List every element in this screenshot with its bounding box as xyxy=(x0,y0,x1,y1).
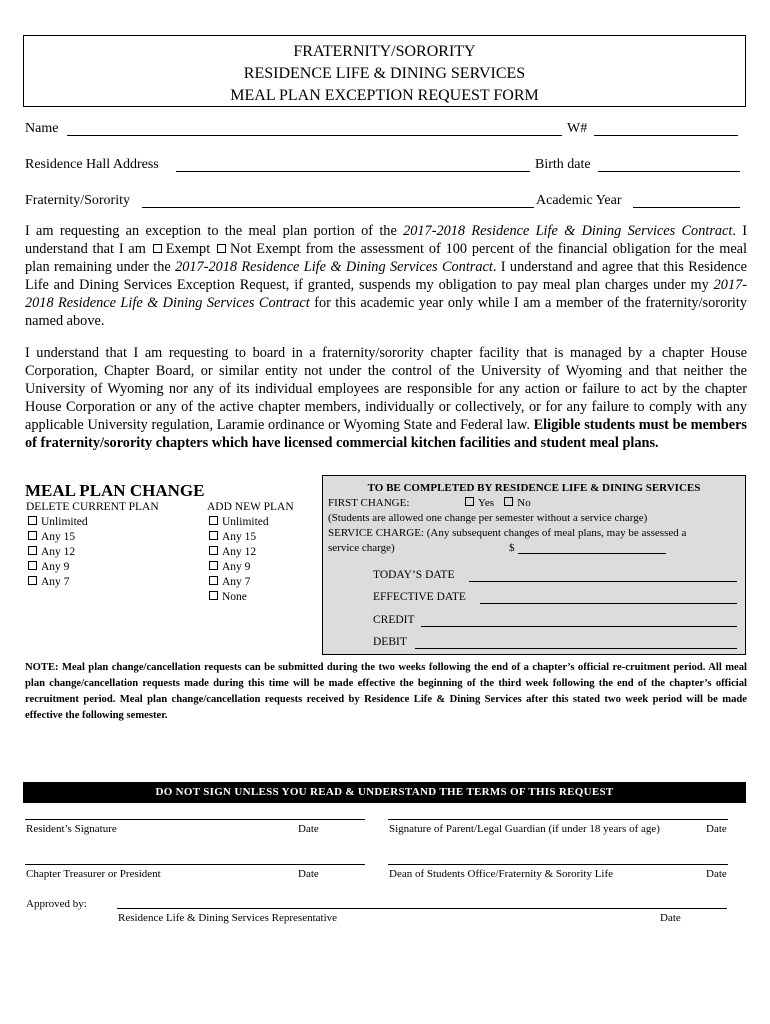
no-label: No xyxy=(517,497,531,509)
checkbox-icon[interactable] xyxy=(209,516,218,525)
title-line-3: MEAL PLAN EXCEPTION REQUEST FORM xyxy=(230,87,539,104)
credit-label: CREDIT xyxy=(373,614,415,626)
effective-date-field[interactable] xyxy=(480,603,737,604)
guardian-signature-label: Signature of Parent/Legal Guardian (if under 18 years of age) xyxy=(389,823,660,835)
academic-year-field[interactable] xyxy=(633,207,740,208)
treasurer-date-label: Date xyxy=(298,868,319,880)
yes-label: Yes xyxy=(478,497,495,509)
title-line-1: FRATERNITY/SORORITY xyxy=(293,43,476,60)
fraternity-field[interactable] xyxy=(142,207,534,208)
birth-date-label: Birth date xyxy=(535,157,591,172)
approval-signature-line[interactable] xyxy=(117,908,727,909)
checkbox-icon[interactable] xyxy=(28,516,37,525)
debit-label: DEBIT xyxy=(373,636,407,648)
checkbox-icon[interactable] xyxy=(28,531,37,540)
guardian-date-label: Date xyxy=(706,823,727,835)
checkbox-icon[interactable] xyxy=(209,591,218,600)
wnum-field[interactable] xyxy=(594,135,738,136)
para1-text-d: for this academic year only while I am a member of the fraternity/sorority named above. xyxy=(25,295,748,329)
service-charge-label-2: service charge) xyxy=(328,542,395,554)
meal-plan-heading: MEAL PLAN CHANGE xyxy=(25,481,205,500)
checkbox-icon[interactable] xyxy=(28,576,37,585)
first-change-options xyxy=(463,496,531,511)
address-label: Residence Hall Address xyxy=(25,157,159,172)
exempt-checkbox[interactable] xyxy=(153,244,162,253)
birth-date-field[interactable] xyxy=(598,171,740,172)
add-option[interactable]: Any 15 xyxy=(207,530,294,545)
approval-date-label: Date xyxy=(660,912,681,924)
checkbox-icon[interactable] xyxy=(209,546,218,555)
dean-signature-line[interactable] xyxy=(388,864,728,865)
credit-field[interactable] xyxy=(421,626,737,627)
checkbox-icon[interactable] xyxy=(209,576,218,585)
form-title-box xyxy=(23,35,746,107)
add-option[interactable]: None xyxy=(207,590,294,605)
add-option[interactable]: Any 9 xyxy=(207,560,294,575)
delete-option[interactable]: Any 12 xyxy=(26,545,159,560)
resident-signature-label: Resident’s Signature xyxy=(26,823,117,835)
note-paragraph: NOTE: Meal plan change/cancellation requests can be submitted during the two weeks following the end of a chapter’s official re-cruitment period. All meal plan change/cancellation requests made during this time will be made effective the beginning of the third week following the end of the chapter’s official recruitment period. Meal plan change/cancellation requests received by Residence Life & Dining Services after this stated two week period will be made effective the following semester. xyxy=(25,662,747,721)
add-option[interactable]: Any 12 xyxy=(207,545,294,560)
dollar-sign: $ xyxy=(509,542,515,554)
debit-field[interactable] xyxy=(415,648,737,649)
title-line-2: RESIDENCE LIFE & DINING SERVICES xyxy=(243,65,526,82)
not-exempt-checkbox[interactable] xyxy=(217,244,226,253)
todays-date-label: TODAY’S DATE xyxy=(373,569,455,581)
checkbox-icon[interactable] xyxy=(209,561,218,570)
para1-text-b: . I understand that I am xyxy=(25,223,747,257)
wnum-label: W# xyxy=(567,121,588,136)
checkbox-icon[interactable] xyxy=(28,546,37,555)
contract-name: 2017-2018 Residence Life & Dining Services Contract xyxy=(403,223,733,239)
representative-label: Residence Life & Dining Services Representative xyxy=(118,912,338,924)
service-charge-amount-field[interactable] xyxy=(518,553,666,554)
no-checkbox[interactable] xyxy=(504,497,513,506)
resident-signature-line[interactable] xyxy=(25,819,365,820)
add-option[interactable]: Unlimited xyxy=(207,515,294,530)
resident-date-label: Date xyxy=(298,823,319,835)
name-label: Name xyxy=(25,121,59,136)
exception-paragraph xyxy=(25,222,747,330)
liability-text: I understand that I am requesting to board in a fraternity/sorority chapter facility that is managed by a chapter House Corporation, Chapter Board, or similar entity not under the control of the University of Wyoming and that neither the University of Wyoming nor any of its individual employees are responsible for any action or failure to act by the chapter House Corporation or any of the active chapter members, individually or collectively, or for any failure to comply with any applicable University regulation, Laramie ordinance or Wyoming State and Federal law. xyxy=(25,345,747,433)
para1-text-a: I am requesting an exception to the meal plan portion of the xyxy=(25,223,404,239)
delete-option[interactable]: Any 9 xyxy=(26,560,159,575)
para1-text-c: . I understand and agree that this Residence Life and Dining Services Exception Request, if granted, suspends my obligation to pay meal plan charges under my xyxy=(25,259,747,293)
add-plan-column xyxy=(207,500,294,605)
dean-signature-label: Dean of Students Office/Fraternity & Sorority Life xyxy=(389,868,614,880)
add-option[interactable]: Any 7 xyxy=(207,575,294,590)
service-charge-label: SERVICE CHARGE: (Any subsequent changes of meal plans, may be assessed a xyxy=(328,527,687,539)
guardian-signature-line[interactable] xyxy=(388,819,728,820)
effective-date-label: EFFECTIVE DATE xyxy=(373,591,466,603)
treasurer-signature-line[interactable] xyxy=(25,864,365,865)
eligibility-text: Eligible students must be members of fraternity/sorority chapters which have licensed commercial kitchen facilities and student meal plans. xyxy=(25,417,747,451)
first-change-label: FIRST CHANGE: xyxy=(328,497,410,509)
contract-name: 2017-2018 Residence Life & Dining Services Contract xyxy=(25,277,747,311)
office-use-box xyxy=(322,475,746,655)
fraternity-label: Fraternity/Sorority xyxy=(25,193,130,208)
contract-name: 2017-2018 Residence Life & Dining Services Contract xyxy=(175,259,493,275)
not-exempt-label: Not Exempt from the assessment of 100 percent of the financial obligation for the meal plan remaining under the xyxy=(25,241,747,275)
yes-checkbox[interactable] xyxy=(465,497,474,506)
todays-date-field[interactable] xyxy=(469,581,737,582)
delete-plan-title: DELETE CURRENT PLAN xyxy=(26,501,159,513)
address-field[interactable] xyxy=(176,171,530,172)
treasurer-signature-label: Chapter Treasurer or President xyxy=(26,868,161,880)
delete-plan-column xyxy=(26,500,159,590)
exempt-label: Exempt xyxy=(165,241,211,257)
delete-option[interactable]: Any 15 xyxy=(26,530,159,545)
liability-paragraph xyxy=(25,344,747,452)
dean-date-label: Date xyxy=(706,868,727,880)
name-field[interactable] xyxy=(67,135,562,136)
approved-by-label: Approved by: xyxy=(26,898,87,910)
checkbox-icon[interactable] xyxy=(28,561,37,570)
checkbox-icon[interactable] xyxy=(209,531,218,540)
add-plan-title: ADD NEW PLAN xyxy=(207,501,294,513)
academic-year-label: Academic Year xyxy=(536,193,622,208)
delete-option[interactable]: Any 7 xyxy=(26,575,159,590)
office-use-title: TO BE COMPLETED BY RESIDENCE LIFE & DINING SERVICES xyxy=(367,482,701,494)
warning-banner: DO NOT SIGN UNLESS YOU READ & UNDERSTAND THE TERMS OF THIS REQUEST xyxy=(23,782,746,803)
delete-option[interactable]: Unlimited xyxy=(26,515,159,530)
allowed-change-note: (Students are allowed one change per semester without a service charge) xyxy=(328,512,648,524)
